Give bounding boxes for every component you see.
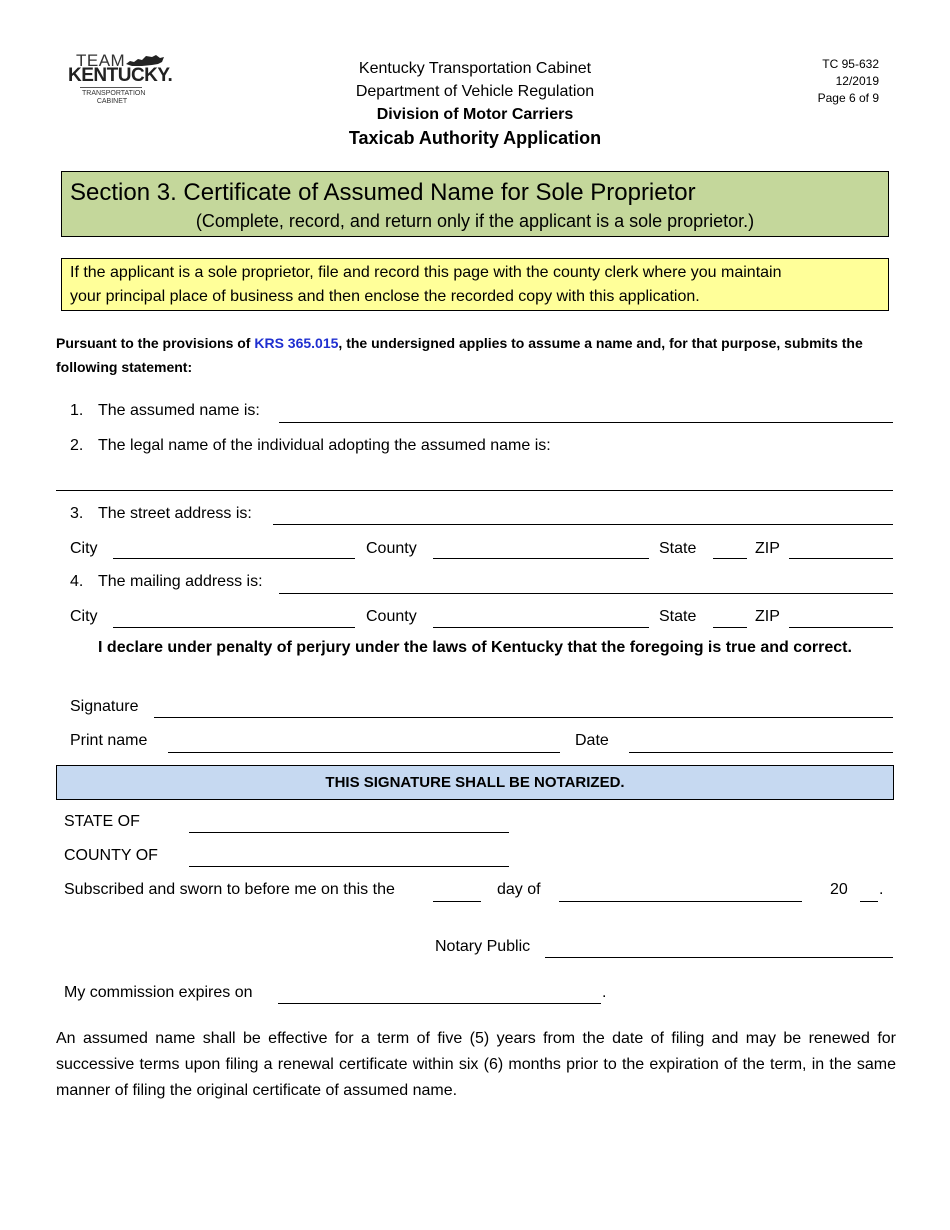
division-name: Division of Motor Carriers: [376, 106, 574, 123]
notary-public-field[interactable]: [545, 957, 893, 958]
print-name-field[interactable]: [168, 752, 560, 753]
notarized-banner: [56, 765, 894, 800]
krs-link[interactable]: KRS 365.015: [254, 335, 339, 351]
item1-number: 1.: [70, 402, 84, 419]
page-number: Page 6 of 9: [817, 91, 879, 105]
logo-divider: [80, 87, 142, 88]
form-info: [818, 56, 879, 107]
street-address-field[interactable]: [273, 524, 893, 525]
pursuant-statement: [56, 331, 896, 379]
day-of-label: day of: [497, 881, 541, 898]
department-name: Department of Vehicle Regulation: [355, 83, 595, 100]
section-header-box: [61, 171, 889, 237]
header-center: [300, 57, 650, 151]
county-of-field[interactable]: [189, 866, 509, 867]
street-zip-label: ZIP: [755, 540, 780, 557]
mailing-address-field[interactable]: [279, 593, 893, 594]
mailing-city-field[interactable]: [113, 627, 355, 628]
mailing-state-field[interactable]: [713, 627, 747, 628]
state-of-label: STATE OF: [64, 813, 140, 830]
mailing-county-label: County: [366, 608, 417, 625]
section-title: Section 3. Certificate of Assumed Name for Sole Proprietor: [70, 179, 696, 206]
mailing-zip-label: ZIP: [755, 608, 780, 625]
perjury-declaration: I declare under penalty of perjury under the laws of Kentucky that the foregoing is true and correct.: [98, 639, 852, 656]
sworn-label: Subscribed and sworn to before me on this the: [64, 881, 395, 898]
sworn-day-field[interactable]: [433, 901, 481, 902]
item4-number: 4.: [70, 573, 84, 590]
street-city-label: City: [70, 540, 98, 557]
state-of-field[interactable]: [189, 832, 509, 833]
mailing-city-label: City: [70, 608, 98, 625]
print-name-label: Print name: [70, 732, 148, 749]
street-zip-field[interactable]: [789, 558, 893, 559]
form-number: TC 95-632: [822, 57, 879, 71]
county-of-label: COUNTY OF: [64, 847, 158, 864]
form-date: 12/2019: [835, 74, 879, 88]
commission-period: .: [602, 984, 607, 1001]
commission-field[interactable]: [278, 1003, 601, 1004]
sworn-period: .: [879, 881, 884, 898]
mailing-county-field[interactable]: [433, 627, 649, 628]
year-prefix: 20: [830, 881, 848, 898]
logo-kentucky-text: KENTUCKY.: [68, 65, 173, 86]
form-title: Taxicab Authority Application: [348, 128, 602, 148]
team-kentucky-logo: [66, 51, 173, 108]
mailing-zip-field[interactable]: [789, 627, 893, 628]
notary-public-label: Notary Public: [435, 938, 531, 955]
sworn-month-field[interactable]: [559, 901, 802, 902]
street-state-field[interactable]: [713, 558, 747, 559]
notarized-banner-text: THIS SIGNATURE SHALL BE NOTARIZED.: [325, 774, 625, 791]
notice-line-2: your principal place of business and then enclose the recorded copy with this application.: [70, 288, 700, 305]
street-city-field[interactable]: [113, 558, 355, 559]
assumed-name-label: The assumed name is:: [98, 402, 260, 419]
section-subtitle: (Complete, record, and return only if the applicant is a sole proprietor.): [195, 211, 755, 231]
pursuant-text-after: , the undersigned applies to assume a name and, for that purpose, submits the following statement:: [56, 335, 863, 375]
signature-field[interactable]: [154, 717, 893, 718]
mailing-state-label: State: [659, 608, 697, 625]
street-county-field[interactable]: [433, 558, 649, 559]
logo-team-text: TEAM: [76, 51, 126, 70]
assumed-name-field[interactable]: [279, 422, 893, 423]
logo-cabinet-text: TRANSPORTATION CABINET: [82, 90, 146, 105]
legal-name-label: The legal name of the individual adopting the assumed name is:: [98, 437, 551, 454]
sworn-year-field[interactable]: [860, 901, 878, 902]
pursuant-text-before: Pursuant to the provisions of: [56, 335, 255, 351]
notice-box: [61, 258, 889, 311]
signature-label: Signature: [70, 698, 139, 715]
legal-name-field[interactable]: [56, 490, 893, 491]
date-field[interactable]: [629, 752, 893, 753]
date-label: Date: [575, 732, 609, 749]
mailing-address-label: The mailing address is:: [98, 573, 263, 590]
item2-number: 2.: [70, 437, 84, 454]
street-state-label: State: [659, 540, 697, 557]
street-address-label: The street address is:: [98, 505, 252, 522]
assumed-name-term-note: An assumed name shall be effective for a term of five (5) years from the date of filing and may be renewed for successive terms upon filing a renewal certificate within six (6) months prior to the expiration of the term, in the same manner of filing the original certificate of assumed name.: [56, 1030, 896, 1099]
commission-label: My commission expires on: [64, 984, 253, 1001]
agency-name: Kentucky Transportation Cabinet: [358, 60, 592, 77]
item3-number: 3.: [70, 505, 84, 522]
street-county-label: County: [366, 540, 417, 557]
notice-line-1: If the applicant is a sole proprietor, file and record this page with the county clerk where you maintain: [70, 264, 782, 281]
